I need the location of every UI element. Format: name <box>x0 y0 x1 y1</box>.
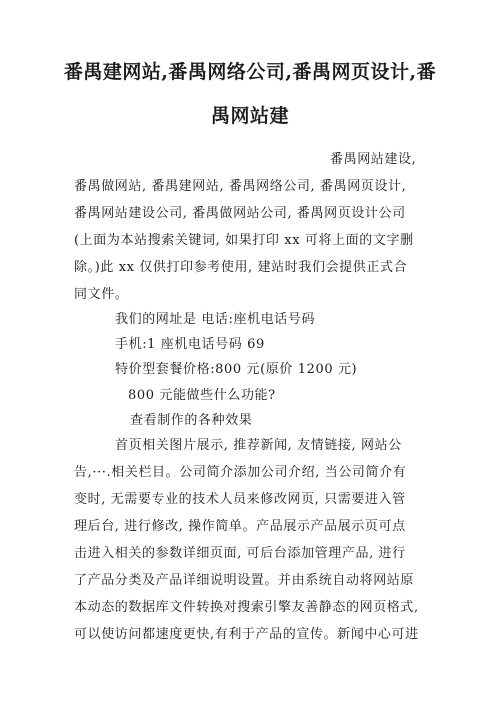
body-line: 本动态的数据库文件转换对搜索引擎友善静态的网页格式, <box>74 600 419 615</box>
feature-question-line: 800 元能做些什么功能? <box>128 388 276 403</box>
body-line: 变时, 无需要专业的技术人员来修改网页, 只需要进入管 <box>74 492 406 507</box>
body-line: 同文件。 <box>74 287 129 302</box>
body-line: 理后台, 进行修改, 操作简单。产品展示产品展示页可点 <box>74 519 406 534</box>
document-title-line-1: 番禺建网站,番禺网络公司,番禺网页设计,番 <box>63 61 437 83</box>
effects-line: 查看制作的各种效果 <box>130 413 253 428</box>
price-line: 特价型套餐价格:800 元(原价 1200 元) <box>115 362 358 377</box>
body-line: 首页相关图片展示, 推荐新闻, 友情链接, 网站公 <box>115 438 402 453</box>
body-line: 番禺做网站, 番禺建网站, 番禺网络公司, 番禺网页设计, <box>74 179 407 194</box>
body-line: 番禺网站建设公司, 番禺做网站公司, 番禺网页设计公司 <box>74 206 406 221</box>
body-line: 可以使访问都速度更快,有利于产品的宣传。新闻中心可进 <box>74 627 419 642</box>
body-line: 除。)此 xx 仅供打印参考使用, 建站时我们会提供正式合 <box>74 260 408 275</box>
body-line: 番禺网站建设, <box>330 152 417 167</box>
contact-mobile-line: 手机:1 座机电话号码 69 <box>115 337 265 352</box>
document-title-line-2: 禺网站建 <box>210 105 289 127</box>
contact-website-line: 我们的网址是 电话:座机电话号码 <box>115 312 316 327</box>
body-line: 告,···.相关栏目。公司简介添加公司介绍, 当公司简介有 <box>74 465 407 480</box>
body-line: 了产品分类及产品详细说明设置。并由系统自动将网站原 <box>74 573 415 588</box>
body-line: (上面为本站搜索关键词, 如果打印 xx 可将上面的文字删 <box>74 233 414 248</box>
body-line: 击进入相关的参数详细页面, 可后台添加管理产品, 进行 <box>74 546 406 561</box>
